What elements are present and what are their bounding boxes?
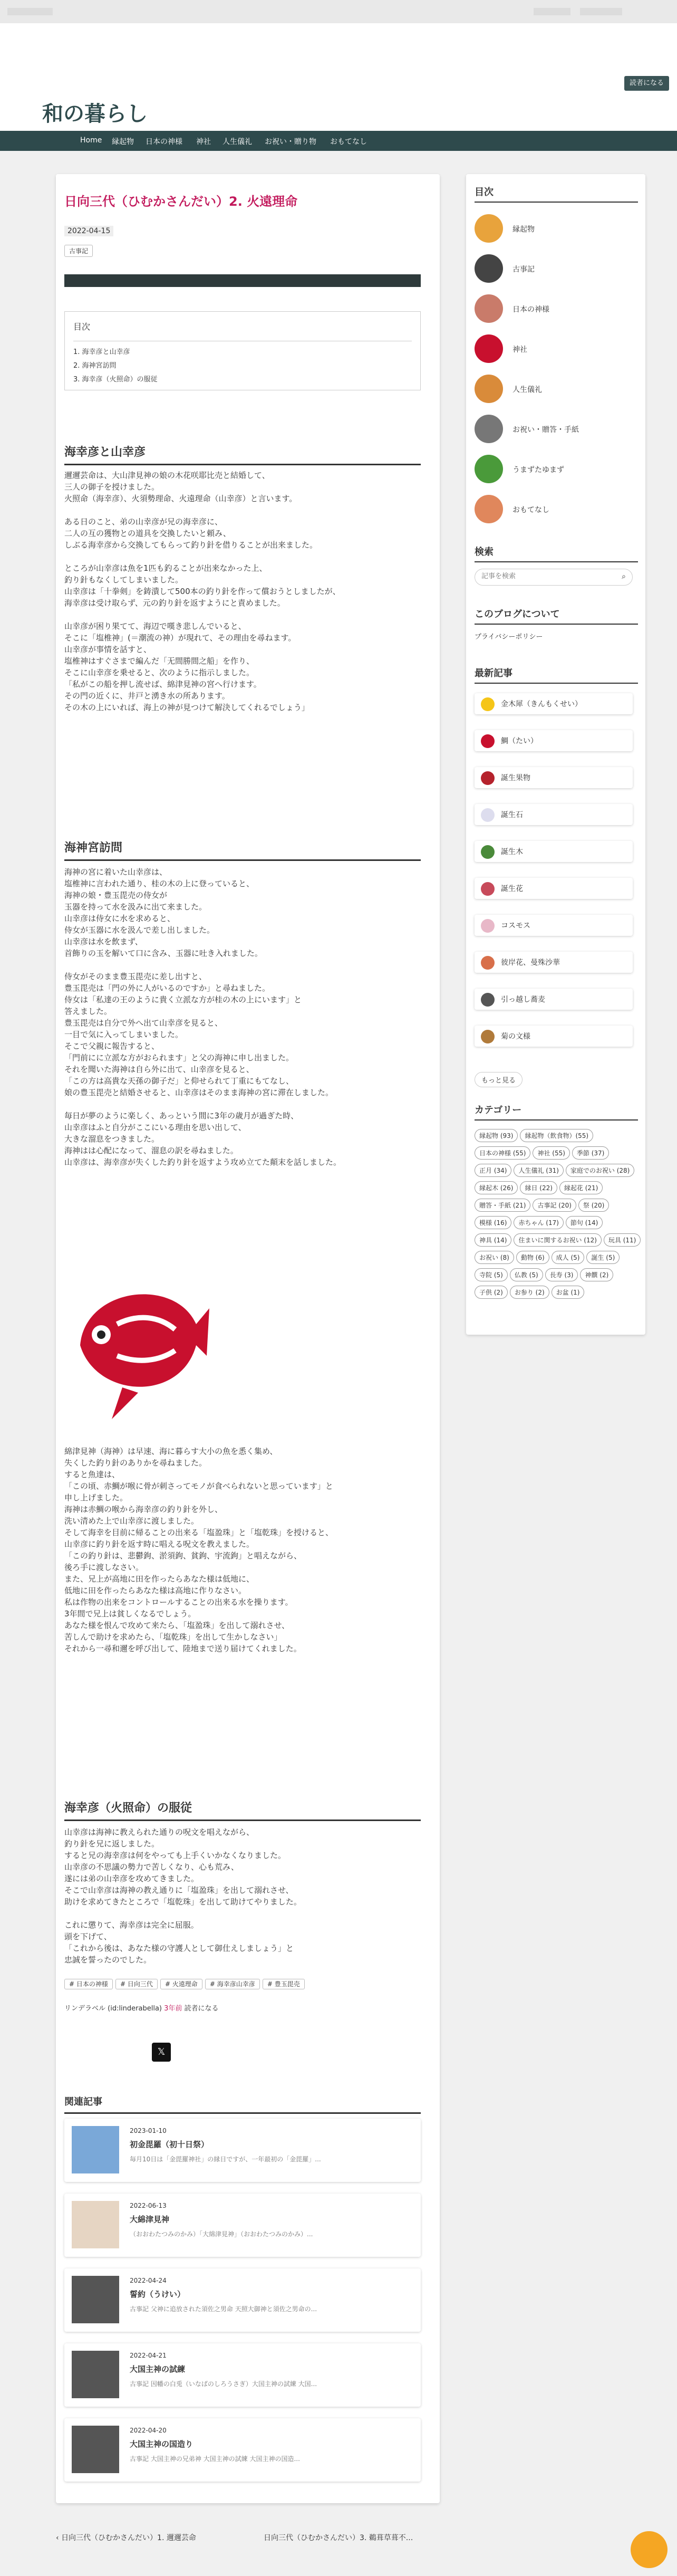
related-thumbnail <box>72 2126 119 2173</box>
category-icon <box>475 254 503 283</box>
category-tag[interactable]: お祝い (8) <box>475 1251 514 1264</box>
search-input[interactable] <box>481 572 608 580</box>
body-line: 海神の娘・豊玉毘売の侍女が <box>64 890 168 900</box>
body-line: 失くした釣り針のありかを尋ねました。 <box>64 1458 207 1468</box>
related-title[interactable]: 初金毘羅（初十日祭） <box>130 2140 209 2149</box>
recent-title: 最新記事 <box>475 666 638 684</box>
related-title[interactable]: 誓約（うけい） <box>130 2290 186 2299</box>
body-line: 二人の互の獲物との道具を交換したいと頼み、 <box>64 529 231 538</box>
article <box>56 174 440 2503</box>
category-icon <box>475 375 503 403</box>
body-line: 侍女が玉器に水を汲んで差し出しました。 <box>64 925 215 935</box>
body-line: 山幸彦に釣り針を返す時に唱える呪文を教えました。 <box>64 1539 255 1549</box>
body-line: 釣り針もなくしてしまいました。 <box>64 575 183 585</box>
category-icon <box>475 334 503 363</box>
recent-post-thumbnail <box>481 1030 495 1043</box>
body-line: 「私がこの船を押し流せば、綿津見神の宮へ行けます。 <box>64 679 262 689</box>
recent-post-title[interactable]: コスモス <box>501 922 530 930</box>
body-line: 「これから後は、あなた様の守護人として御仕えしましょう」と <box>64 1943 294 1953</box>
related-excerpt: 古事記 大国主神の兄弟神 大国主神の試練 大国主神の国造... <box>130 2455 300 2463</box>
category-tag[interactable]: 玩具 (11) <box>604 1233 641 1247</box>
body-line: そして海幸を目前に帰ることの出来る「塩盈珠」と「塩乾珠」を授けると、 <box>64 1528 334 1537</box>
related-card[interactable] <box>64 2343 421 2407</box>
post-tag[interactable]: # 火遠理命 <box>160 1979 202 1989</box>
recent-post-title[interactable]: 彼岸花、曼殊沙華 <box>501 959 560 967</box>
section-body <box>64 470 423 713</box>
recent-post-thumbnail <box>481 919 495 933</box>
nav-item[interactable]: 神社 <box>196 138 211 146</box>
body-line: 頭を下げて、 <box>64 1932 112 1941</box>
recent-post[interactable] <box>475 1026 633 1047</box>
body-line <box>64 504 423 516</box>
body-line: それから一尋和邇を呼び出して、陸地まで送り届けてくれました。 <box>64 1644 302 1653</box>
category-tag[interactable]: 祭 (20) <box>578 1199 609 1212</box>
category-tag[interactable]: 成人 (5) <box>552 1251 585 1264</box>
category-tag[interactable]: お参り (2) <box>510 1286 549 1299</box>
recent-post-title[interactable]: 鯛（たい） <box>501 737 538 745</box>
body-line: ある日のこと、弟の山幸彦が兄の海幸彦に、 <box>64 517 223 526</box>
toc-item[interactable]: 1. 海幸彦と山幸彦 <box>73 348 130 356</box>
body-line: 「この釣り針は、悲鬱鉤、淤須鉤、貧鉤、宇流鉤」と唱えながら、 <box>64 1551 302 1560</box>
body-line: 私は作物の出来をコントロールすることの出来る水を操ります。 <box>64 1597 293 1607</box>
body-line: その門の近くに、井戸と湧き水の所あります。 <box>64 691 230 701</box>
section-body <box>64 866 423 1168</box>
post-category[interactable]: 古事記 <box>64 245 93 257</box>
related-excerpt: 古事記 因幡の白兎（いなばのしろうさぎ）大国主神の試練 大国... <box>130 2380 317 2388</box>
body-line: すると魚達は、 <box>64 1470 120 1479</box>
body-line: 邇邇芸命は、大山津見神の娘の木花咲耶比売と結婚して、 <box>64 471 270 480</box>
recent-post-title[interactable]: 菊の文様 <box>501 1032 530 1041</box>
body-line: 侍女は「私達の王のように貴く立派な方が桂の木の上にいます」と <box>64 995 302 1004</box>
recent-post[interactable] <box>475 952 633 973</box>
related-title[interactable]: 大国主神の国造り <box>130 2439 194 2449</box>
related-card[interactable] <box>64 2418 421 2482</box>
category-tag[interactable]: 節句 (14) <box>566 1216 603 1229</box>
body-line: そこに山幸彦を乗せると、次のように指示しました。 <box>64 668 255 677</box>
category-icon <box>475 294 503 323</box>
category-icon <box>475 495 503 523</box>
category-tag[interactable]: 縁起物 (93) <box>475 1129 518 1142</box>
body-line: その木の上にいれば、海上の神が見つけて解決してくれるでしょう」 <box>64 703 310 712</box>
body-line: 一目で気に入ってしまいました。 <box>64 1030 183 1039</box>
body-line: 申し上げました。 <box>64 1493 128 1502</box>
related-date: 2022-04-21 <box>130 2352 167 2359</box>
related-thumbnail <box>72 2351 119 2398</box>
body-line: 「この方は高貴な天孫の御子だ」と仰せられて丁重にもてなし、 <box>64 1076 294 1086</box>
sidebar-toc-item[interactable] <box>475 371 633 411</box>
privacy-link[interactable]: プライバシーポリシー <box>475 633 543 641</box>
recent-post-thumbnail <box>481 734 495 748</box>
nav-item[interactable]: 人生儀礼 <box>223 138 252 146</box>
body-line: 「門前にに立派な方がおられます」と父の海神に申し出ました。 <box>64 1053 294 1062</box>
related-excerpt: 古事記 父神に追放された須佐之男命 天照大御神と須佐之男命の... <box>130 2305 317 2313</box>
about-title: このブログについて <box>475 607 638 625</box>
related-thumbnail <box>72 2201 119 2248</box>
body-line: 洗い清めた上で山幸彦に渡しました。 <box>64 1516 199 1526</box>
body-line <box>64 609 423 620</box>
top-bar-link[interactable] <box>534 8 570 15</box>
category-tag[interactable]: 家庭でのお祝い (28) <box>566 1164 634 1177</box>
category-tag[interactable]: 住まいに関するお祝い (12) <box>514 1233 601 1247</box>
post-age[interactable]: 3年前 <box>164 2005 182 2013</box>
body-line: 三人の御子を授けました。 <box>64 482 160 492</box>
search-icon[interactable]: ⌕ <box>622 572 626 581</box>
sidebar-toc-item[interactable] <box>475 291 633 331</box>
sidebar-toc-label[interactable]: 古事記 <box>512 265 535 274</box>
body-line: 塩椎神はすぐさまで編んだ「无間勝間之船」を作り、 <box>64 656 255 666</box>
body-line: 海神の宮に着いた山幸彦は、 <box>64 867 168 877</box>
top-bar <box>0 0 677 23</box>
recent-post[interactable] <box>475 841 633 862</box>
category-tag[interactable]: 正月 (34) <box>475 1164 511 1177</box>
body-line <box>64 1098 423 1110</box>
body-line: 火照命（海幸彦）、火須勢理命、火遠理命（山幸彦）と言います。 <box>64 494 297 503</box>
category-tag[interactable]: 子供 (2) <box>475 1286 508 1299</box>
body-line: 大きな溜息をつきました。 <box>64 1134 160 1144</box>
body-line: また、兄上が高地に田を作ったらあなた様は低地に、 <box>64 1574 255 1584</box>
category-tag[interactable]: 寺院 (5) <box>475 1268 508 1281</box>
next-post-link[interactable]: 日向三代（ひむかさんだい）3. 鵜葺草葺不... <box>264 2534 413 2542</box>
category-tag[interactable]: 神饌 (2) <box>580 1268 613 1281</box>
related-excerpt: 毎月10日は「金毘羅神社」の縁日ですが、一年最初の「金毘羅」... <box>130 2156 321 2163</box>
recent-post-title[interactable]: 引っ越し蕎麦 <box>501 995 545 1004</box>
body-line: 山幸彦が事情を話すと、 <box>64 645 152 654</box>
related-excerpt: （おおわたつみのかみ）「大綿津見神」（おおわたつみのかみ）... <box>130 2230 313 2238</box>
sidebar <box>466 174 645 1335</box>
site-title[interactable]: 和の暮らし <box>42 102 148 126</box>
recent-post[interactable] <box>475 767 633 788</box>
post-tag[interactable]: # 日向三代 <box>115 1979 158 1989</box>
sidebar-toc-item[interactable] <box>475 251 633 291</box>
body-line <box>64 959 423 971</box>
recent-post-thumbnail <box>481 956 495 970</box>
body-line: しぶる海幸彦から交換してもらって釣り針を借りることが出来ました。 <box>64 540 318 550</box>
sun-mascot-icon[interactable] <box>631 2531 668 2568</box>
recent-post-thumbnail <box>481 697 495 711</box>
body-line: 山幸彦の不思議の勢力で苦しくなり、心も荒み、 <box>64 1862 239 1872</box>
recent-post-title[interactable]: 誕生石 <box>501 811 523 819</box>
body-line: そこに「塩椎神」(＝潮流の神）が現れて、その理由を尋ねます。 <box>64 633 296 643</box>
post-title[interactable]: 日向三代（ひむかさんだい）2. 火遠理命 <box>64 194 298 209</box>
body-line: 遂には弟の山幸彦を攻めてきました。 <box>64 1874 199 1883</box>
post-tags <box>64 1978 423 1988</box>
category-tag[interactable]: 動物 (6) <box>516 1251 549 1264</box>
global-nav <box>0 131 677 151</box>
body-line: 「この頃、赤鯛が喉に骨が刺さってモノが食べられないと思っています」と <box>64 1481 333 1491</box>
related-thumbnail <box>72 2276 119 2323</box>
category-list <box>475 1129 643 1303</box>
search-title: 検索 <box>475 544 638 562</box>
sidebar-toc-item[interactable] <box>475 211 633 251</box>
related-title[interactable]: 大綿津見神 <box>130 2215 170 2224</box>
recent-post-title[interactable]: 金木犀（きんもくせい） <box>501 700 582 708</box>
category-tag[interactable]: 古事記 (20) <box>533 1199 576 1212</box>
body-line: 低地に田を作ったらあなた様は高地に作りなさい。 <box>64 1586 247 1595</box>
author-line <box>64 2003 219 2013</box>
prev-post-link[interactable]: ‹ 日向三代（ひむかさんだい）1. 邇邇芸命 <box>56 2534 196 2542</box>
category-tag[interactable]: お盆 (1) <box>552 1286 585 1299</box>
category-tag[interactable]: 模様 (16) <box>475 1216 511 1229</box>
chevron-left-icon: ‹ <box>56 2534 62 2542</box>
category-title: カテゴリー <box>475 1103 638 1121</box>
body-line: 豊玉毘売は「門の外に人がいるのですか」と尋ねました。 <box>64 983 270 993</box>
body-line: 毎日が夢のように楽しく、あっという間に3年の歳月が過ぎた時、 <box>64 1111 299 1121</box>
category-tag[interactable]: 縁起木 (26) <box>475 1181 518 1194</box>
category-tag[interactable]: 神具 (14) <box>475 1233 511 1247</box>
sea-bream-illustration <box>64 1266 212 1424</box>
body-line: 侍女がそのまま豊玉毘売に差し出すと、 <box>64 972 207 981</box>
body-line: 3年間で兄上は貧しくなるでしょう。 <box>64 1609 196 1619</box>
body-line: 山幸彦はふと自分がここにいる理由を思い出して、 <box>64 1123 246 1132</box>
sidebar-toc-label[interactable]: 神社 <box>512 346 527 354</box>
nav-item[interactable]: Home <box>80 136 102 145</box>
related-card[interactable] <box>64 2119 421 2182</box>
body-line: 塩椎神に言われた通り、桂の木の上に登っていると、 <box>64 879 255 888</box>
body-line: 綿津見神（海神）は早速、海に暮らす大小の魚を悉く集め、 <box>64 1447 278 1456</box>
body-line: 釣り針を兄に返しました。 <box>64 1839 160 1849</box>
nav-item[interactable]: お祝い・贈り物 <box>265 138 316 146</box>
sidebar-toc-label[interactable]: うまずたゆまず <box>512 466 564 474</box>
nav-item[interactable]: おもてなし <box>330 138 367 146</box>
nav-item[interactable]: 縁起物 <box>112 138 134 146</box>
body-line <box>64 551 423 562</box>
recent-post[interactable] <box>475 989 633 1010</box>
category-tag[interactable]: 誕生 (5) <box>586 1251 620 1264</box>
sidebar-toc-item[interactable] <box>475 492 633 532</box>
sidebar-toc-label[interactable]: 縁起物 <box>512 225 535 234</box>
body-line: これに懲りて、海幸彦は完全に屈服。 <box>64 1920 199 1930</box>
category-tag[interactable]: 神社 (55) <box>533 1146 569 1160</box>
category-icon <box>475 415 503 443</box>
more-button[interactable]: もっと見る <box>475 1072 523 1087</box>
body-line: すると兄の海幸彦は何をやっても上手くいかなくなりました。 <box>64 1851 286 1860</box>
body-line: 山幸彦は水を飲まず、 <box>64 937 143 946</box>
category-tag[interactable]: 仏教 (5) <box>510 1268 543 1281</box>
body-line: そこで父親に報告すると、 <box>64 1041 160 1051</box>
x-share-icon[interactable]: 𝕏 <box>152 2043 171 2062</box>
body-line: 首飾りの玉を解いて口に含み、玉器に吐き入れました。 <box>64 949 263 958</box>
related-thumbnail <box>72 2426 119 2473</box>
body-line: 豊玉毘売は自分で外へ出て山幸彦を見ると、 <box>64 1018 223 1028</box>
body-line: 苦しんで助けを求めたら、「塩乾珠」を出して生かしなさい」 <box>64 1632 282 1642</box>
category-tag[interactable]: 縁起花 (21) <box>559 1181 603 1194</box>
body-line: 後ろ手に渡しなさい。 <box>64 1563 144 1572</box>
sidebar-toc-label[interactable]: お祝い・贈答・手紙 <box>512 426 579 434</box>
table-of-contents <box>64 311 421 390</box>
related-date: 2023-01-10 <box>130 2127 167 2134</box>
related-date: 2022-04-24 <box>130 2277 167 2284</box>
body-line: 山幸彦が困り果てて、海辺で嘆き悲しんでいると、 <box>64 621 246 631</box>
subscribe-button[interactable]: 読者になる <box>624 76 669 91</box>
category-tag[interactable]: 日本の神様 (55) <box>475 1146 530 1160</box>
category-tag[interactable]: 赤ちゃん (17) <box>514 1216 563 1229</box>
category-tag[interactable]: 縁日 (22) <box>520 1181 557 1194</box>
sidebar-toc-title: 目次 <box>475 185 638 203</box>
category-tag[interactable]: 季節 (37) <box>572 1146 609 1160</box>
body-line: そこで山幸彦は海神の教え通りに「塩盈珠」を出して溺れさせ、 <box>64 1885 294 1895</box>
body-line <box>64 1908 423 1919</box>
sidebar-toc-label[interactable]: おもてなし <box>512 506 549 514</box>
recent-post[interactable] <box>475 730 633 751</box>
recent-post[interactable] <box>475 878 633 899</box>
post-tag[interactable]: # 豊玉毘売 <box>263 1979 305 1989</box>
recent-post-title[interactable]: 誕生果物 <box>501 774 530 782</box>
body-line: 助けを求めてきたところで「塩乾珠」を出して助けてやりました。 <box>64 1897 302 1907</box>
section-body <box>64 1445 423 1654</box>
body-line: 山幸彦は、海幸彦が失くした釣り針を返すよう攻め立てた顛末を話しました。 <box>64 1157 342 1167</box>
toc-item[interactable]: 3. 海幸彦（火照命）の服従 <box>73 376 158 384</box>
body-line: 玉器を持って水を汲みに出て来ました。 <box>64 902 207 912</box>
post-tag[interactable]: # 海幸彦山幸彦 <box>205 1979 260 1989</box>
sidebar-toc-item[interactable] <box>475 331 633 371</box>
body-line: 忠誠を誓ったのでした。 <box>64 1955 152 1965</box>
recent-post-thumbnail <box>481 808 495 822</box>
body-line: ところが山幸彦は魚を1匹も釣ることが出来なかった上、 <box>64 563 267 573</box>
related-title[interactable]: 大国主神の試練 <box>130 2364 186 2374</box>
recent-post-thumbnail <box>481 771 495 785</box>
sidebar-toc-list <box>475 211 633 532</box>
toc-title: 目次 <box>73 322 91 332</box>
body-line: 海幸彦は受け取らず、元の釣り針を返すようにと責めました。 <box>64 598 285 608</box>
category-banner <box>64 274 421 287</box>
section-heading: 海幸彦（火照命）の服従 <box>64 1799 421 1821</box>
search-box <box>475 569 633 586</box>
category-tag[interactable]: 人生儀礼 (31) <box>514 1164 563 1177</box>
sidebar-toc-item[interactable] <box>475 411 633 452</box>
follow-link[interactable]: 読者になる <box>184 2005 219 2013</box>
nav-item[interactable]: 日本の神様 <box>146 138 182 146</box>
author-name[interactable]: リンデラベル (id:linderabella) <box>64 2005 162 2013</box>
recent-post[interactable] <box>475 804 633 825</box>
body-line: 海神はは心配になって、溜息の訳を尋ねました。 <box>64 1146 238 1155</box>
recent-post-thumbnail <box>481 882 495 896</box>
body-line: 山幸彦は海神に教えられた通りの呪文を唱えながら、 <box>64 1827 255 1837</box>
toc-item[interactable]: 2. 海神宮訪問 <box>73 362 117 370</box>
sidebar-toc-label[interactable]: 日本の神様 <box>512 305 549 314</box>
recent-post[interactable] <box>475 693 633 714</box>
related-date: 2022-06-13 <box>130 2202 167 2209</box>
recent-post-thumbnail <box>481 993 495 1007</box>
recent-post-thumbnail <box>481 845 495 859</box>
recent-post-title[interactable]: 誕生木 <box>501 848 523 856</box>
related-heading: 関連記事 <box>64 2094 421 2114</box>
category-icon <box>475 214 503 243</box>
section-heading: 海幸彦と山幸彦 <box>64 443 421 465</box>
recent-post-title[interactable]: 誕生花 <box>501 885 523 893</box>
body-line: 山幸彦は侍女に水を求めると、 <box>64 914 176 923</box>
body-line: 海神は赤鯛の喉から海幸彦の釣り針を外し、 <box>64 1505 223 1514</box>
section-heading: 海神宮訪問 <box>64 839 421 861</box>
post-tag[interactable]: # 日本の神様 <box>64 1979 113 1989</box>
section-body <box>64 1826 423 1966</box>
top-bar-link[interactable] <box>580 8 622 15</box>
related-card[interactable] <box>64 2194 421 2257</box>
site-header <box>0 23 677 131</box>
body-line: それを聞いた海神は自ら外に出て、山幸彦を見ると、 <box>64 1065 254 1074</box>
top-bar-logo[interactable] <box>7 8 53 15</box>
category-tag[interactable]: 贈答・手紙 (21) <box>475 1199 530 1212</box>
body-line: 答えました。 <box>64 1007 112 1016</box>
category-tag[interactable]: 縁起物（飲食物）(55) <box>520 1129 593 1142</box>
post-date[interactable]: 2022-04-15 <box>64 226 113 236</box>
category-tag[interactable]: 長寿 (3) <box>545 1268 578 1281</box>
related-card[interactable] <box>64 2268 421 2332</box>
body-line: 娘の豊玉毘売と結婚させると、山幸彦はそのまま海神の宮に滞在しました。 <box>64 1088 334 1097</box>
category-icon <box>475 455 503 483</box>
body-line: 山幸彦は「十拳剣」を鋳潰して500本の釣り針を作って償おうとしましたが、 <box>64 587 341 596</box>
sidebar-toc-item[interactable] <box>475 452 633 492</box>
body-line: あなた様を恨んで攻めて来たら、「塩盈珠」を出して溺れさせ、 <box>64 1621 290 1630</box>
sidebar-toc-label[interactable]: 人生儀礼 <box>512 386 542 394</box>
recent-post[interactable] <box>475 915 633 936</box>
related-date: 2022-04-20 <box>130 2427 167 2434</box>
